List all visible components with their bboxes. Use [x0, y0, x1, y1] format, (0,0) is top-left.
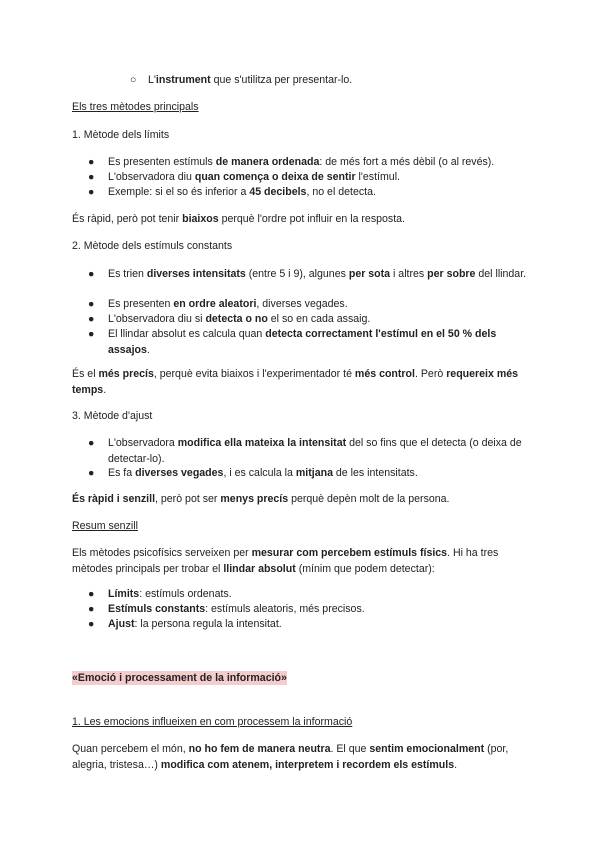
method3-heading: 3. Mètode d'ajust [72, 410, 153, 422]
list-item: ● L'observadora diu si detecta o no el so en cada assaig. [88, 313, 371, 325]
bullet-icon: ● [88, 603, 95, 615]
list-item: ● Es presenten en ordre aleatori, diverses vegades. [88, 298, 348, 310]
list-item: ● Estímuls constants: estímuls aleatoris, més precisos. [88, 603, 365, 615]
hollow-circle-icon: ○ [130, 74, 137, 86]
bullet-icon: ● [88, 186, 95, 198]
method1-heading: 1. Mètode dels límits [72, 129, 170, 141]
summary-title: Resum senzill [72, 520, 138, 532]
intro-sub-bullet: ○ L'instrument que s'utilitza per presentar-lo. [130, 74, 353, 86]
list-item: ● Es trien diverses intensitats (entre 5 i 9), algunes per sota i altres per sobre del llindar. [88, 268, 527, 280]
bullet-icon: ● [88, 588, 95, 600]
list-item: ● Es fa diverses vegades, i es calcula la mitjana de les intensitats. [88, 467, 418, 479]
bullet-icon: ● [88, 328, 95, 340]
bullet-icon: ● [88, 437, 95, 449]
method2-note: És el més precís, perquè evita biaixos i l'experimentador té més control. Però requereix més temps. [72, 368, 519, 396]
emotion-paragraph: Quan percebem el món, no ho fem de manera neutra. El que sentim emocionalment (por, alegria, tristesa…) modifica com atenem, interpretem i recordem els estímuls. [72, 743, 509, 771]
list-item: ● Ajust: la persona regula la intensitat. [88, 618, 282, 630]
bullet-icon: ● [88, 467, 95, 479]
bullet-icon: ● [88, 268, 95, 280]
bullet-icon: ● [88, 171, 95, 183]
list-item: ● L'observadora diu quan comença o deixa de sentir l'estímul. [88, 171, 400, 183]
bullet-icon: ● [88, 313, 95, 325]
method2-heading: 2. Mètode dels estímuls constants [72, 240, 233, 252]
bullet-icon: ● [88, 156, 95, 168]
emotion-subtitle: 1. Les emocions influeixen en com processem la informació [72, 716, 353, 728]
list-item: ● Es presenten estímuls de manera ordenada: de més fort a més dèbil (o al revés). [88, 156, 495, 168]
list-item: ● L'observadora modifica ella mateixa la intensitat del so fins que el detecta (o deixa de detectar-lo). [88, 437, 522, 465]
emotion-title: «Emoció i processament de la informació» [72, 672, 287, 684]
bullet-icon: ● [88, 618, 95, 630]
bullet-icon: ● [88, 298, 95, 310]
list-item: ● Exemple: si el so és inferior a 45 decibels, no el detecta. [88, 186, 376, 198]
method1-note: És ràpid, però pot tenir biaixos perquè l'ordre pot influir en la resposta. [72, 213, 405, 225]
list-item: ● Límits: estímuls ordenats. [88, 588, 232, 600]
list-item: ● El llindar absolut es calcula quan detecta correctament l'estímul en el 50 % dels assajos. [88, 328, 497, 356]
summary-paragraph: Els mètodes psicofísics serveixen per mesurar com percebem estímuls físics. Hi ha tres mètodes principals per trobar el llindar absolut (mínim que podem detectar): [72, 547, 499, 575]
section-title: Els tres mètodes principals [72, 101, 199, 113]
method3-note: És ràpid i senzill, però pot ser menys precís perquè depèn molt de la persona. [72, 493, 450, 505]
